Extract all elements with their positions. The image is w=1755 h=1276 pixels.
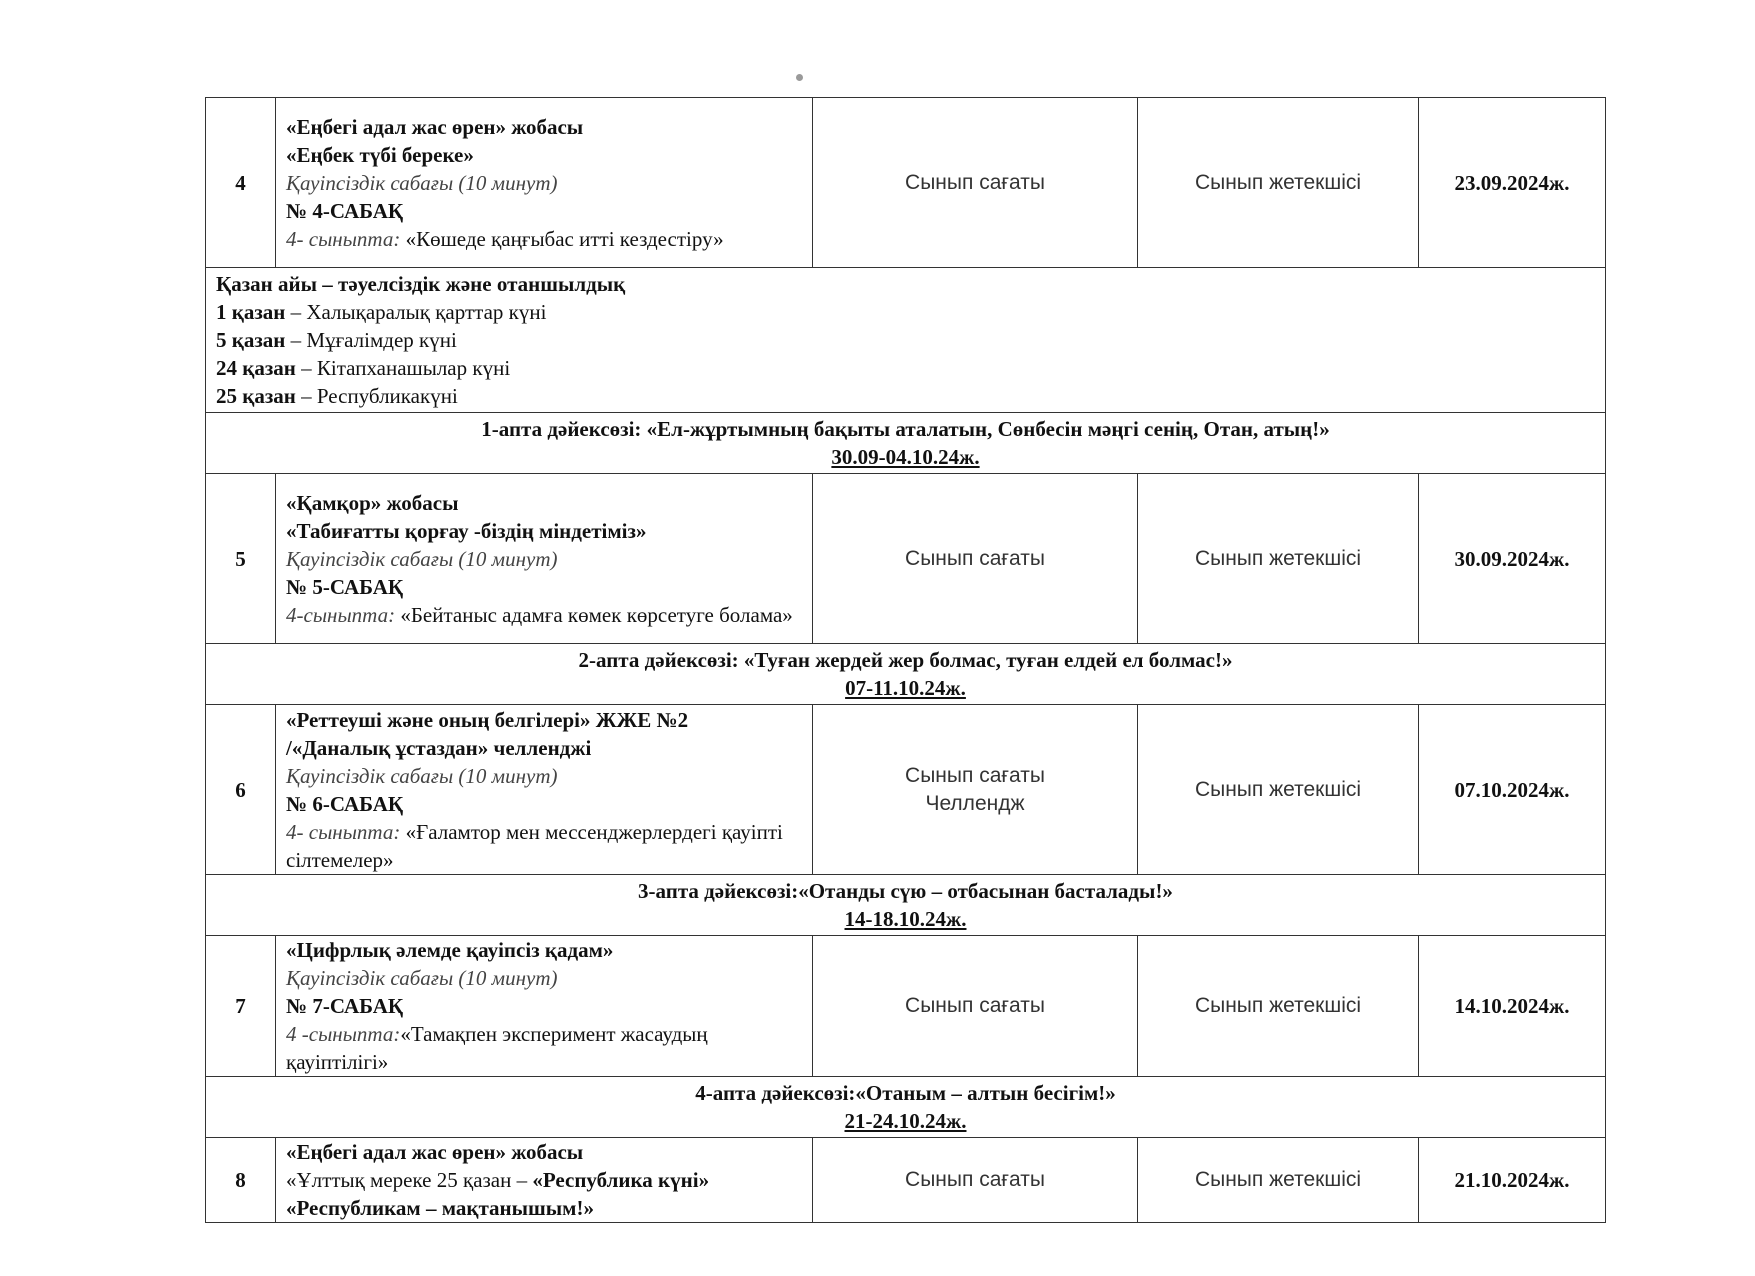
week-motto: 4-апта дәйексөзі:«Отаным – алтын бесігім!» (695, 1081, 1116, 1105)
row-number: 5 (206, 474, 276, 644)
scan-mark (796, 74, 803, 81)
event-date: 23.09.2024ж. (1419, 98, 1606, 268)
project-name: «Реттеуші және оның белгілері» ЖЖЕ №2 (286, 707, 689, 732)
week-cell (206, 413, 1606, 474)
event-title-cell (276, 705, 813, 875)
event-title-cell (276, 936, 813, 1077)
safety-lesson-label: Қауіпсіздік сабағы (10 минут) (286, 546, 558, 571)
safety-lesson-label: Қауіпсіздік сабағы (10 минут) (286, 763, 558, 788)
lesson-number: № 5-САБАҚ (286, 574, 404, 599)
responsible: Сынып жетекшісі (1138, 936, 1419, 1077)
table-row (206, 98, 1606, 268)
month-info (206, 268, 1606, 413)
holiday-name: «Республика күні» (532, 1168, 710, 1192)
event-form: Сынып сағаты (813, 936, 1138, 1077)
week-dates: 21-24.10.24ж. (844, 1109, 967, 1133)
plan-table (205, 97, 1606, 1223)
lesson-number: № 6-САБАҚ (286, 791, 404, 816)
row-number: 6 (206, 705, 276, 875)
grade-label: 4 -сыныпта: (286, 1022, 401, 1046)
event-topic: «Табиғатты қорғау -біздің міндетіміз» (286, 518, 647, 543)
week-dates: 30.09-04.10.24ж. (831, 445, 980, 469)
project-name: «Цифрлық әлемде қауіпсіз қадам» (286, 938, 614, 962)
event-title-cell (276, 474, 813, 644)
grade-label: 4-сыныпта: (286, 602, 396, 627)
week-cell (206, 875, 1606, 936)
table-row (206, 936, 1606, 1077)
holiday-prefix: «Ұлттық мереке 25 қазан – (286, 1168, 528, 1192)
responsible: Сынып жетекшісі (1138, 474, 1419, 644)
project-name: «Еңбегі адал жас өрен» жобасы (286, 114, 584, 139)
project-name: «Қамқор» жобасы (286, 490, 459, 515)
month-heading: Қазан айы – тәуелсіздік және отаншылдық (216, 272, 626, 296)
week-motto: 3-апта дәйексөзі:«Отанды сүю – отбасынан басталады!» (638, 879, 1173, 903)
grade-topic: «Ғаламтор мен мессенджерлердегі қауіпті сілтемелер» (286, 819, 783, 872)
project-name: «Еңбегі адал жас өрен» жобасы (286, 1140, 584, 1164)
event-form: Сынып сағаты (813, 1138, 1138, 1223)
grade-topic: «Көшеде қаңғыбас итті кездестіру» (405, 226, 724, 251)
safety-lesson-label: Қауіпсіздік сабағы (10 минут) (286, 170, 558, 195)
week-cell (206, 644, 1606, 705)
row-number: 4 (206, 98, 276, 268)
month-day-item: 5 қазан – Мұғалімдер күні (216, 328, 457, 352)
week-row (206, 875, 1606, 936)
event-title-cell (276, 98, 813, 268)
lesson-number: № 4-САБАҚ (286, 198, 404, 223)
week-motto: 2-апта дәйексөзі: «Туған жердей жер болмас, туған елдей ел болмас!» (578, 648, 1233, 672)
week-row (206, 644, 1606, 705)
lesson-number: № 7-САБАҚ (286, 994, 404, 1018)
table-row (206, 474, 1606, 644)
table-row (206, 1138, 1606, 1223)
week-row (206, 413, 1606, 474)
event-form: Сынып сағаты (813, 98, 1138, 268)
event-date: 30.09.2024ж. (1419, 474, 1606, 644)
event-topic: «Республикам – мақтанышым!» (286, 1196, 594, 1220)
month-day-item: 24 қазан – Кітапханашылар күні (216, 356, 511, 380)
responsible: Сынып жетекшісі (1138, 705, 1419, 875)
event-form: Сынып сағаты Челлендж (813, 705, 1138, 875)
week-row (206, 1077, 1606, 1138)
safety-lesson-label: Қауіпсіздік сабағы (10 минут) (286, 966, 558, 990)
grade-label: 4- сыныпта: (286, 226, 401, 251)
event-form: Сынып сағаты (813, 474, 1138, 644)
row-number: 7 (206, 936, 276, 1077)
week-dates: 07-11.10.24ж. (845, 676, 966, 700)
event-date: 07.10.2024ж. (1419, 705, 1606, 875)
responsible: Сынып жетекшісі (1138, 98, 1419, 268)
month-day-item: 1 қазан – Халықаралық қарттар күні (216, 300, 547, 324)
event-date: 14.10.2024ж. (1419, 936, 1606, 1077)
event-topic: «Еңбек түбі береке» (286, 142, 474, 167)
grade-topic: «Бейтаныс адамға көмек көрсетуге болама» (400, 602, 793, 627)
responsible: Сынып жетекшісі (1138, 1138, 1419, 1223)
month-section (206, 268, 1606, 413)
week-motto: 1-апта дәйексөзі: «Ел-жұртымның бақыты аталатын, Сөнбесін мәңгі сенің, Отан, атың!» (481, 417, 1330, 441)
month-day-item: 25 қазан – Республикакүні (216, 384, 458, 408)
week-dates: 14-18.10.24ж. (844, 907, 967, 931)
week-cell (206, 1077, 1606, 1138)
row-number: 8 (206, 1138, 276, 1223)
event-topic: /«Даналық ұстаздан» челленджі (286, 735, 592, 760)
grade-label: 4- сыныпта: (286, 819, 401, 844)
event-title-cell (276, 1138, 813, 1223)
table-row (206, 705, 1606, 875)
event-date: 21.10.2024ж. (1419, 1138, 1606, 1223)
grade-topic: «Тамақпен эксперимент жасаудың қауіптілігі» (286, 1022, 708, 1074)
